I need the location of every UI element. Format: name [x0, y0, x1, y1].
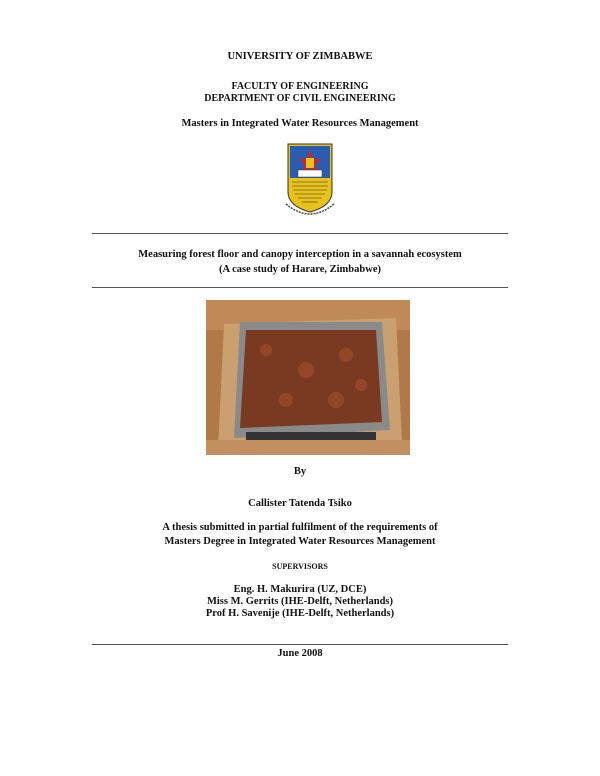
author-name: Callister Tatenda Tsiko — [248, 498, 352, 509]
divider — [92, 644, 508, 645]
university-name: UNIVERSITY OF ZIMBABWE — [227, 51, 373, 62]
thesis-subtitle: (A case study of Harare, Zimbabwe) — [219, 264, 381, 275]
programme-name: Masters in Integrated Water Resources Management — [181, 118, 419, 129]
divider — [92, 287, 508, 288]
statement-line-1: A thesis submitted in partial fulfilment of the requirements of — [162, 522, 438, 533]
statement-line-2: Masters Degree in Integrated Water Resources Management — [164, 536, 436, 547]
thesis-title: Measuring forest floor and canopy interception in a savannah ecosystem — [138, 249, 462, 260]
supervisors-heading: SUPERVISORS — [272, 562, 328, 571]
supervisor-1: Eng. H. Makurira (UZ, DCE) — [233, 584, 367, 595]
date: June 2008 — [277, 648, 323, 659]
by-label: By — [293, 466, 307, 477]
supervisor-2: Miss M. Gerrits (IHE-Delft, Netherlands) — [206, 596, 394, 607]
faculty-name: FACULTY OF ENGINEERING — [231, 81, 369, 92]
department-name: DEPARTMENT OF CIVIL ENGINEERING — [204, 93, 396, 104]
divider — [92, 233, 508, 234]
university-crest-icon — [284, 140, 336, 222]
interception-tray-photo — [206, 300, 410, 455]
supervisor-3: Prof H. Savenije (IHE-Delft, Netherlands) — [205, 608, 395, 619]
